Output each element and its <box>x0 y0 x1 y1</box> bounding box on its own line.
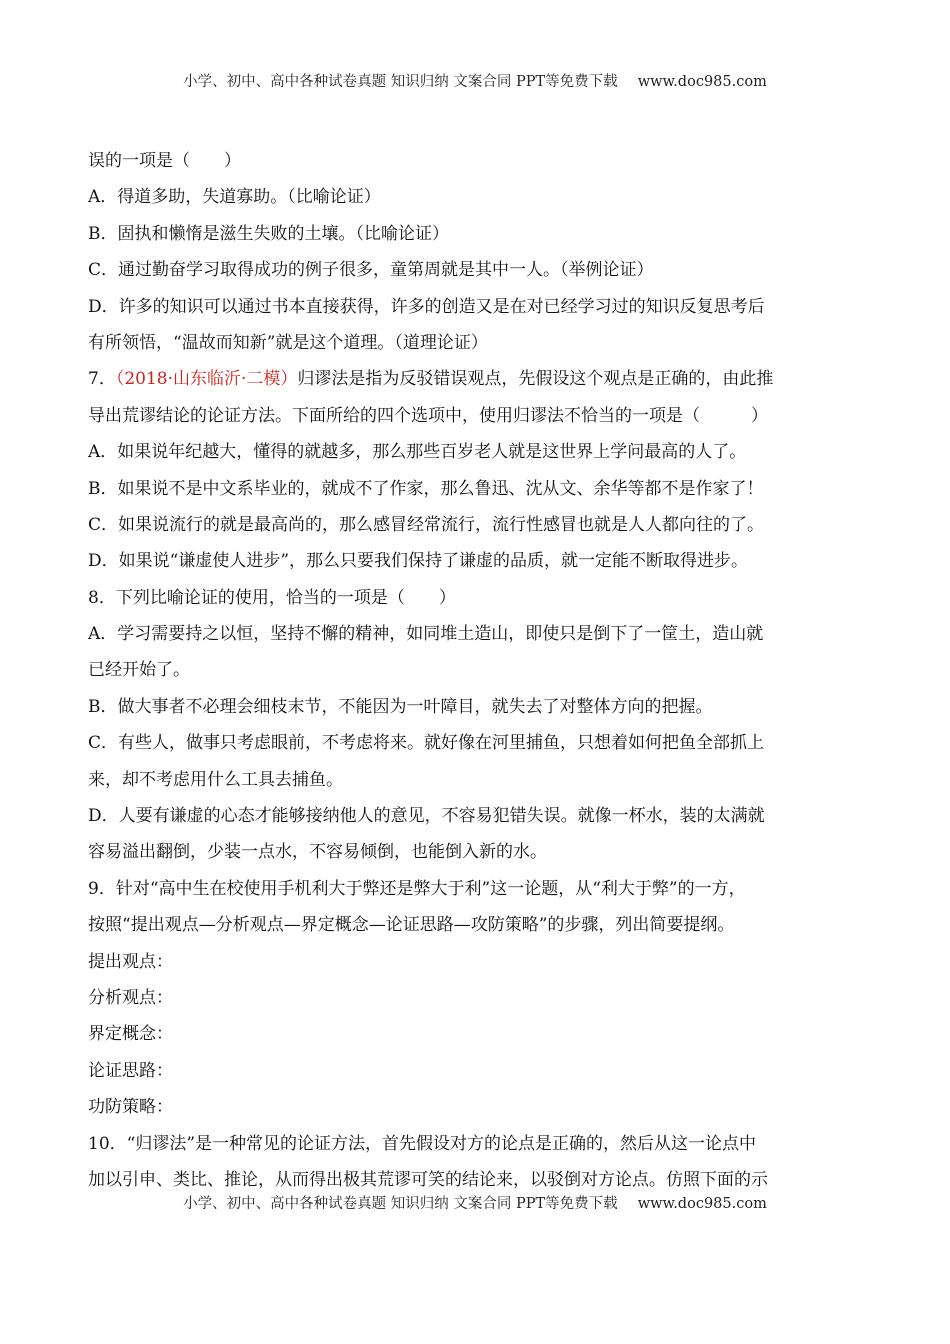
footer-text: 小学、初中、高中各种试卷真题 知识归纳 文案合同 PPT等免费下载 <box>183 1196 618 1212</box>
text-line: 分析观点： <box>88 987 173 1008</box>
text-line: B．做大事者不必理会细枝末节，不能因为一叶障目，就失去了对整体方向的把握。 <box>88 696 713 717</box>
text-line: 容易溢出翻倒，少装一点水，不容易倾倒，也能倒入新的水。 <box>88 842 547 863</box>
page-footer <box>0 1192 950 1213</box>
text-line: 10．“归谬法”是一种常见的论证方法，首先假设对方的论点是正确的，然后从这一论点中 <box>88 1133 757 1154</box>
text-line: 已经开始了。 <box>88 660 190 681</box>
text-line: 按照“提出观点—分析观点—界定概念—论证思路—攻防策略”的步骤，列出简要提纲。 <box>88 915 735 936</box>
text-line: B．如果说不是中文系毕业的，就成不了作家，那么鲁迅、沈从文、余华等都不是作家了！ <box>88 478 764 499</box>
question-text: 归谬法是指为反驳错误观点，先假设这个观点是正确的，由此推 <box>297 369 774 390</box>
text-line: A．得道多助，失道寡助。（比喻论证） <box>88 187 381 208</box>
text-line: 有所领悟，“温故而知新”就是这个道理。（道理论证） <box>88 332 488 353</box>
document-body <box>88 143 858 1198</box>
text-line: 9．针对“高中生在校使用手机利大于弊还是弊大于利”这一论题，从“利大于弊”的一方， <box>88 878 746 899</box>
text-line: A．如果说年纪越大，懂得的就越多，那么那些百岁老人就是这世界上学问最高的人了。 <box>88 442 747 463</box>
text-line: 功防策略： <box>88 1097 173 1118</box>
question-7-line <box>88 361 858 397</box>
header-url: www.doc985.com <box>637 74 767 90</box>
text-line: 界定概念： <box>88 1024 173 1045</box>
text-line: 提出观点： <box>88 951 173 972</box>
text-line: 来，却不考虑用什么工具去捕鱼。 <box>88 769 343 790</box>
question-source: （2018·山东临沂·二模） <box>115 369 298 390</box>
footer-url: www.doc985.com <box>637 1196 767 1212</box>
text-line: 导出荒谬结论的论证方法。下面所给的四个选项中，使用归谬法不恰当的一项是（ ） <box>88 405 768 426</box>
text-line: B．固执和懒惰是滋生失败的土壤。（比喻论证） <box>88 223 449 244</box>
text-line: D．如果说“谦虚使人进步”，那么只要我们保持了谦虚的品质，就一定能不断取得进步。 <box>88 551 749 572</box>
text-line: D．人要有谦虚的心态才能够接纳他人的意见，不容易犯错失误。就像一杯水，装的太满就 <box>88 806 765 827</box>
text-line: A．学习需要持之以恒，坚持不懈的精神，如同堆土造山，即使只是倒下了一筐土，造山就 <box>88 624 764 645</box>
text-line: 加以引申、类比、推论，从而得出极其荒谬可笑的结论来，以驳倒对方论点。仿照下面的示 <box>88 1169 768 1190</box>
text-line: 误的一项是（ ） <box>88 151 241 171</box>
text-line: C．有些人，做事只考虑眼前，不考虑将来。就好像在河里捕鱼，只想着如何把鱼全部抓上 <box>88 733 765 754</box>
text-line: 论证思路： <box>88 1060 173 1081</box>
question-number: 7． <box>88 369 116 390</box>
text-line: 8．下列比喻论证的使用，恰当的一项是（ ） <box>88 587 456 608</box>
header-text: 小学、初中、高中各种试卷真题 知识归纳 文案合同 PPT等免费下载 <box>183 74 618 90</box>
text-line: D．许多的知识可以通过书本直接获得，许多的创造又是在对已经学习过的知识反复思考后 <box>88 296 765 317</box>
page-header <box>0 70 950 91</box>
text-line: C．通过勤奋学习取得成功的例子很多，童第周就是其中一人。（举例论证） <box>88 260 654 281</box>
text-line: C．如果说流行的就是最高尚的，那么感冒经常流行，流行性感冒也就是人人都向往的了。 <box>88 514 765 535</box>
